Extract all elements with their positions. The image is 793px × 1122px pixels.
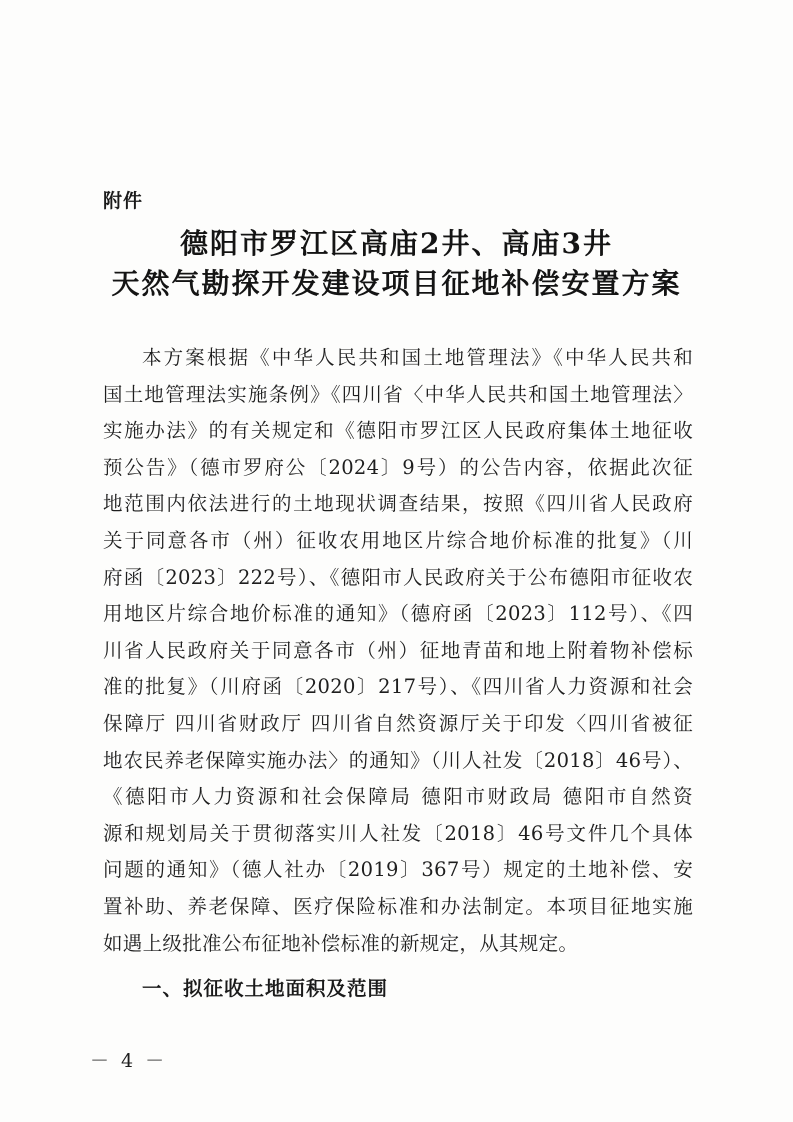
body-line: 府函〔2023〕222号）、《德阳市人民政府关于公布德阳市征收农 <box>103 565 693 589</box>
body-line: 地范围内依法进行的土地现状调查结果，按照《四川省人民政府 <box>103 492 693 516</box>
body-line: 实施办法》的有关规定和《德阳市罗江区人民政府集体土地征收 <box>103 419 693 443</box>
body-line: 如遇上级批准公布征地补偿标准的新规定，从其规定。 <box>103 931 579 955</box>
body-line: 置补助、养老保障、医疗保险标准和办法制定。本项目征地实施 <box>103 894 693 918</box>
body-line: 用地区片综合地价标准的通知》（德府函〔2023〕112号）、《四 <box>103 602 693 626</box>
body-paragraph <box>103 340 693 962</box>
body-line: 本方案根据《中华人民共和国土地管理法》《中华人民共和 <box>142 346 693 369</box>
body-line: 地农民养老保障实施办法〉的通知》（川人社发〔2018〕46号）、 <box>103 748 693 772</box>
body-line: 预公告》（德市罗府公〔2024〕9号）的公告内容，依据此次征 <box>103 455 693 479</box>
body-line: 源和规划局关于贯彻落实川人社发〔2018〕46号文件几个具体 <box>103 821 693 845</box>
body-line: 《德阳市人力资源和社会保障局 德阳市财政局 德阳市自然资 <box>103 785 693 809</box>
document-title-line-1: 德阳市罗江区高庙2井、高庙3井 <box>180 227 613 260</box>
body-line: 准的批复》（川府函〔2020〕217号）、《四川省人力资源和社会 <box>103 675 693 699</box>
body-line: 关于同意各市（州）征收农用地区片综合地价标准的批复》（川 <box>103 528 693 552</box>
section-heading: 一、拟征收土地面积及范围 <box>142 977 389 1000</box>
attachment-label: 附件 <box>103 190 144 212</box>
body-line: 问题的通知》（德人社办〔2019〕367号）规定的土地补偿、安 <box>103 858 693 882</box>
body-line: 保障厅 四川省财政厅 四川省自然资源厅关于印发〈四川省被征 <box>103 711 693 735</box>
document-title-line-2: 天然气勘探开发建设项目征地补偿安置方案 <box>111 267 682 300</box>
body-line: 国土地管理法实施条例》《四川省〈中华人民共和国土地管理法〉 <box>103 382 693 406</box>
page-number: － 4 － <box>90 1050 168 1072</box>
body-line: 川省人民政府关于同意各市（州）征地青苗和地上附着物补偿标 <box>103 638 693 662</box>
